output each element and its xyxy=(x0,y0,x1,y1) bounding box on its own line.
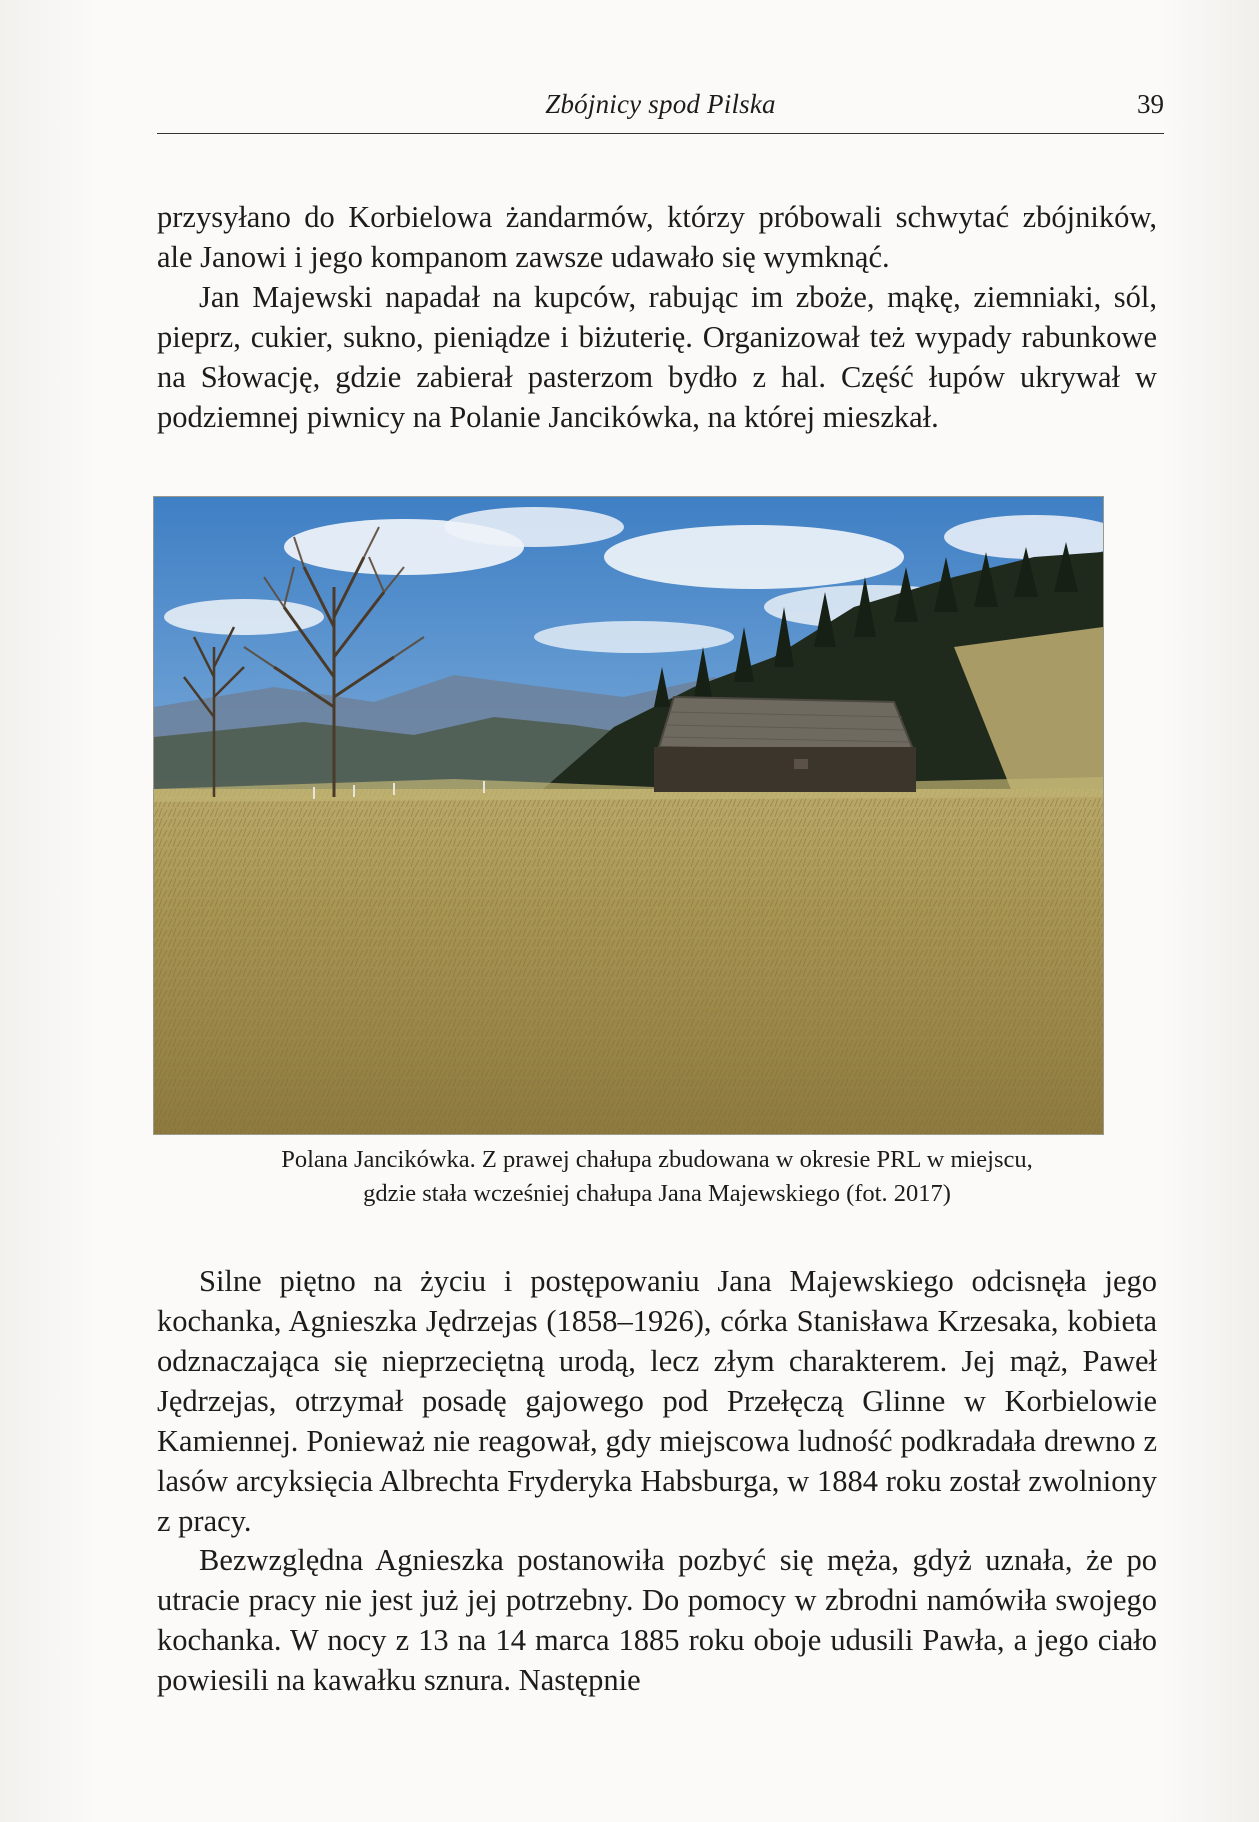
paragraph-2: Jan Majewski napadał na kupców, rabując im zboże, mąkę, ziemniaki, sól, pieprz, cukier, sukno, pieniądze i biżuterię. Organizował też wypady rabunkowe na Słowację, gdzie zabierał pasterzom bydło z hal. Część łupów ukrywał w podziemnej piwnicy na Polanie Jancikówka, na której mieszkał. xyxy=(157,280,1157,434)
paragraph-4: Bezwzględna Agnieszka postanowiła pozbyć się męża, gdyż uznała, że po utracie pracy nie jest już jej potrzebny. Do pomocy w zbrodni namówiła swojego kochanka. W nocy z 13 na 14 marca 1885 roku oboje udusili Pawła, a jego ciało powiesili na kawałku sznura. Następnie xyxy=(157,1543,1157,1697)
header-rule xyxy=(157,133,1164,134)
photo-caption xyxy=(157,1143,1157,1211)
hut xyxy=(654,697,916,792)
paragraph-3: Silne piętno na życiu i postępowaniu Jana Majewskiego odcisnęła jego kochanka, Agnieszka Jędrzejas (1858–1926), córka Stanisława Krzesaka, kobieta odznaczająca się nieprzeciętną urodą, lecz złym charakterem. Jej mąż, Paweł Jędrzejas, otrzymał posadę gajowego pod Przełęczą Glinne w Korbielowie Kamiennej. Ponieważ nie reagował, gdy miejscowa ludność podkradała drewno z lasów arcyksięcia Albrechta Fryderyka Habsburga, w 1884 roku został zwolniony z pracy. xyxy=(157,1264,1157,1538)
page-number: 39 xyxy=(1137,89,1164,119)
caption-line-2: gdzie stała wcześniej chałupa Jana Majewskiego (fot. 2017) xyxy=(363,1180,951,1207)
caption-line-1: Polana Jancikówka. Z prawej chałupa zbudowana w okresie PRL w miejscu, xyxy=(281,1146,1033,1173)
photo-polana-jancikowka xyxy=(153,496,1104,1135)
running-header xyxy=(157,85,1164,135)
paragraph-1: przysyłano do Korbielowa żandarmów, którzy próbowali schwytać zbójników, ale Janowi i jego kompanom zawsze udawało się wymknąć. xyxy=(157,200,1157,274)
running-title: Zbójnicy spod Pilska xyxy=(545,89,776,119)
